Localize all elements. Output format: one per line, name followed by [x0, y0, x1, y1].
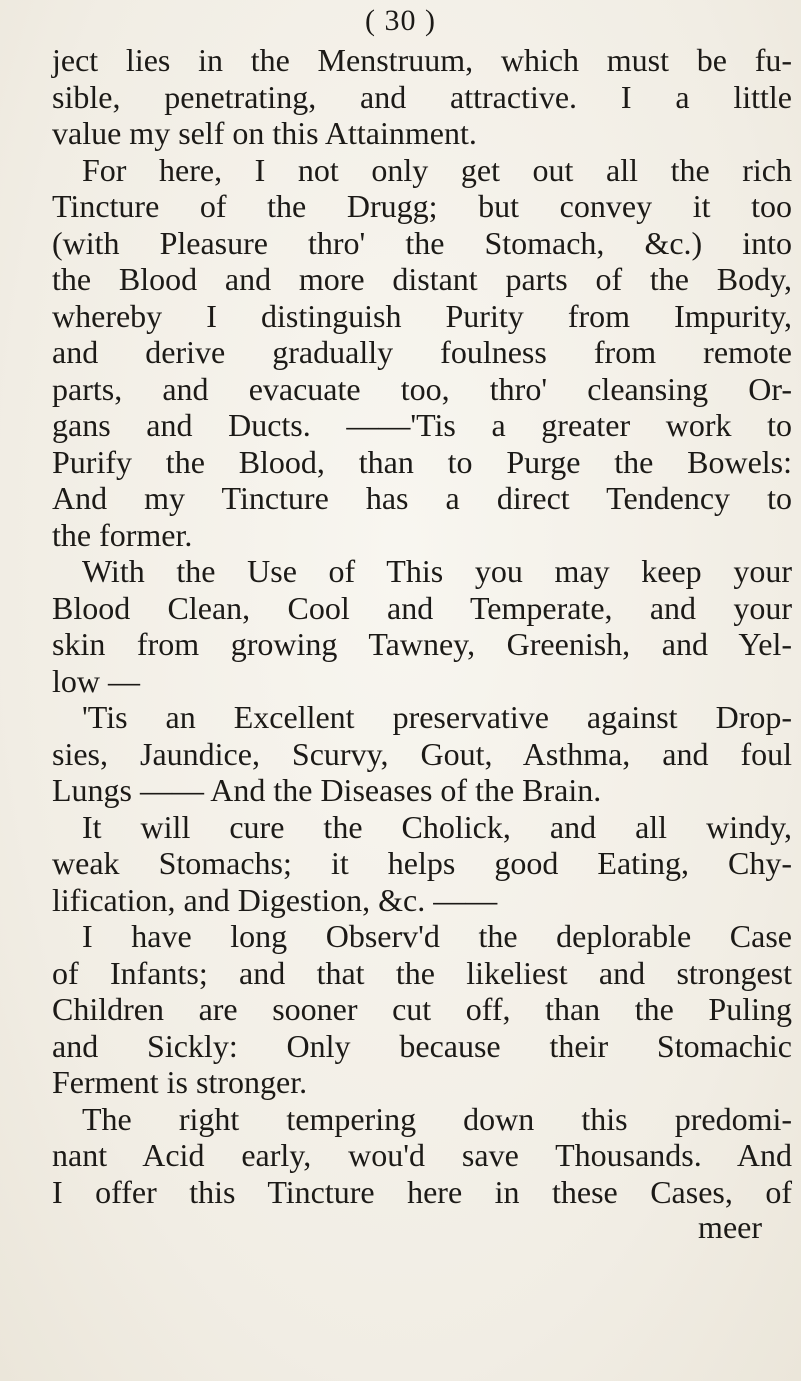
- text-line: Ferment is stronger.: [52, 1064, 308, 1100]
- text-line: skin from growing Tawney, Greenish, and Yel-: [52, 626, 792, 662]
- text-line: gans and Ducts. ——'Tis a greater work to: [52, 407, 792, 443]
- text-line: It will cure the Cholick, and all windy,: [82, 808, 792, 845]
- text-line: Tincture of the Drugg; but convey it too: [52, 188, 792, 224]
- text-line: parts, and evacuate too, thro' cleansing Or-: [52, 370, 792, 407]
- text-line: the former.: [52, 516, 193, 553]
- text-line: sies, Jaundice, Scurvy, Gout, Asthma, and foul: [52, 735, 792, 772]
- text-line: lification, and Digestion, &c. ——: [52, 881, 498, 918]
- text-line: 'Tis an Excellent preservative against Drop-: [82, 699, 792, 735]
- text-line: low —: [52, 662, 140, 699]
- text-line: and Sickly: Only because their Stomachic: [52, 1027, 792, 1064]
- text-line: of Infants; and that the likeliest and strongest: [52, 954, 792, 991]
- body-text: [52, 42, 792, 1244]
- catchword: meer: [698, 1209, 762, 1245]
- text-line: Blood Clean, Cool and Temperate, and your: [52, 589, 792, 626]
- text-line: and derive gradually foulness from remote: [52, 334, 792, 370]
- text-line: I have long Observ'd the deplorable Case: [82, 918, 792, 954]
- text-line: ject lies in the Menstruum, which must be fu-: [52, 42, 792, 78]
- text-line: Purify the Blood, than to Purge the Bowels:: [52, 443, 792, 480]
- text-line: nant Acid early, wou'd save Thousands. And: [52, 1137, 792, 1173]
- text-line: value my self on this Attainment.: [52, 115, 477, 151]
- text-line: the Blood and more distant parts of the Body,: [52, 261, 792, 297]
- text-line: (with Pleasure thro' the Stomach, &c.) into: [52, 224, 792, 261]
- text-line: Children are sooner cut off, than the Puling: [52, 991, 792, 1027]
- text-line: With the Use of This you may keep your: [82, 553, 792, 589]
- text-line: And my Tincture has a direct Tendency to: [52, 480, 792, 516]
- text-line: sible, penetrating, and attractive. I a little: [52, 78, 792, 115]
- text-line: The right tempering down this predomi-: [82, 1100, 792, 1137]
- text-line: For here, I not only get out all the rich: [82, 151, 792, 188]
- text-line: I offer this Tincture here in these Cases, of: [52, 1173, 792, 1210]
- text-line: weak Stomachs; it helps good Eating, Chy-: [52, 845, 792, 881]
- page-number: ( 30 ): [365, 4, 436, 37]
- text-line: whereby I distinguish Purity from Impurity,: [52, 297, 792, 334]
- text-line: Lungs —— And the Diseases of the Brain.: [52, 772, 602, 808]
